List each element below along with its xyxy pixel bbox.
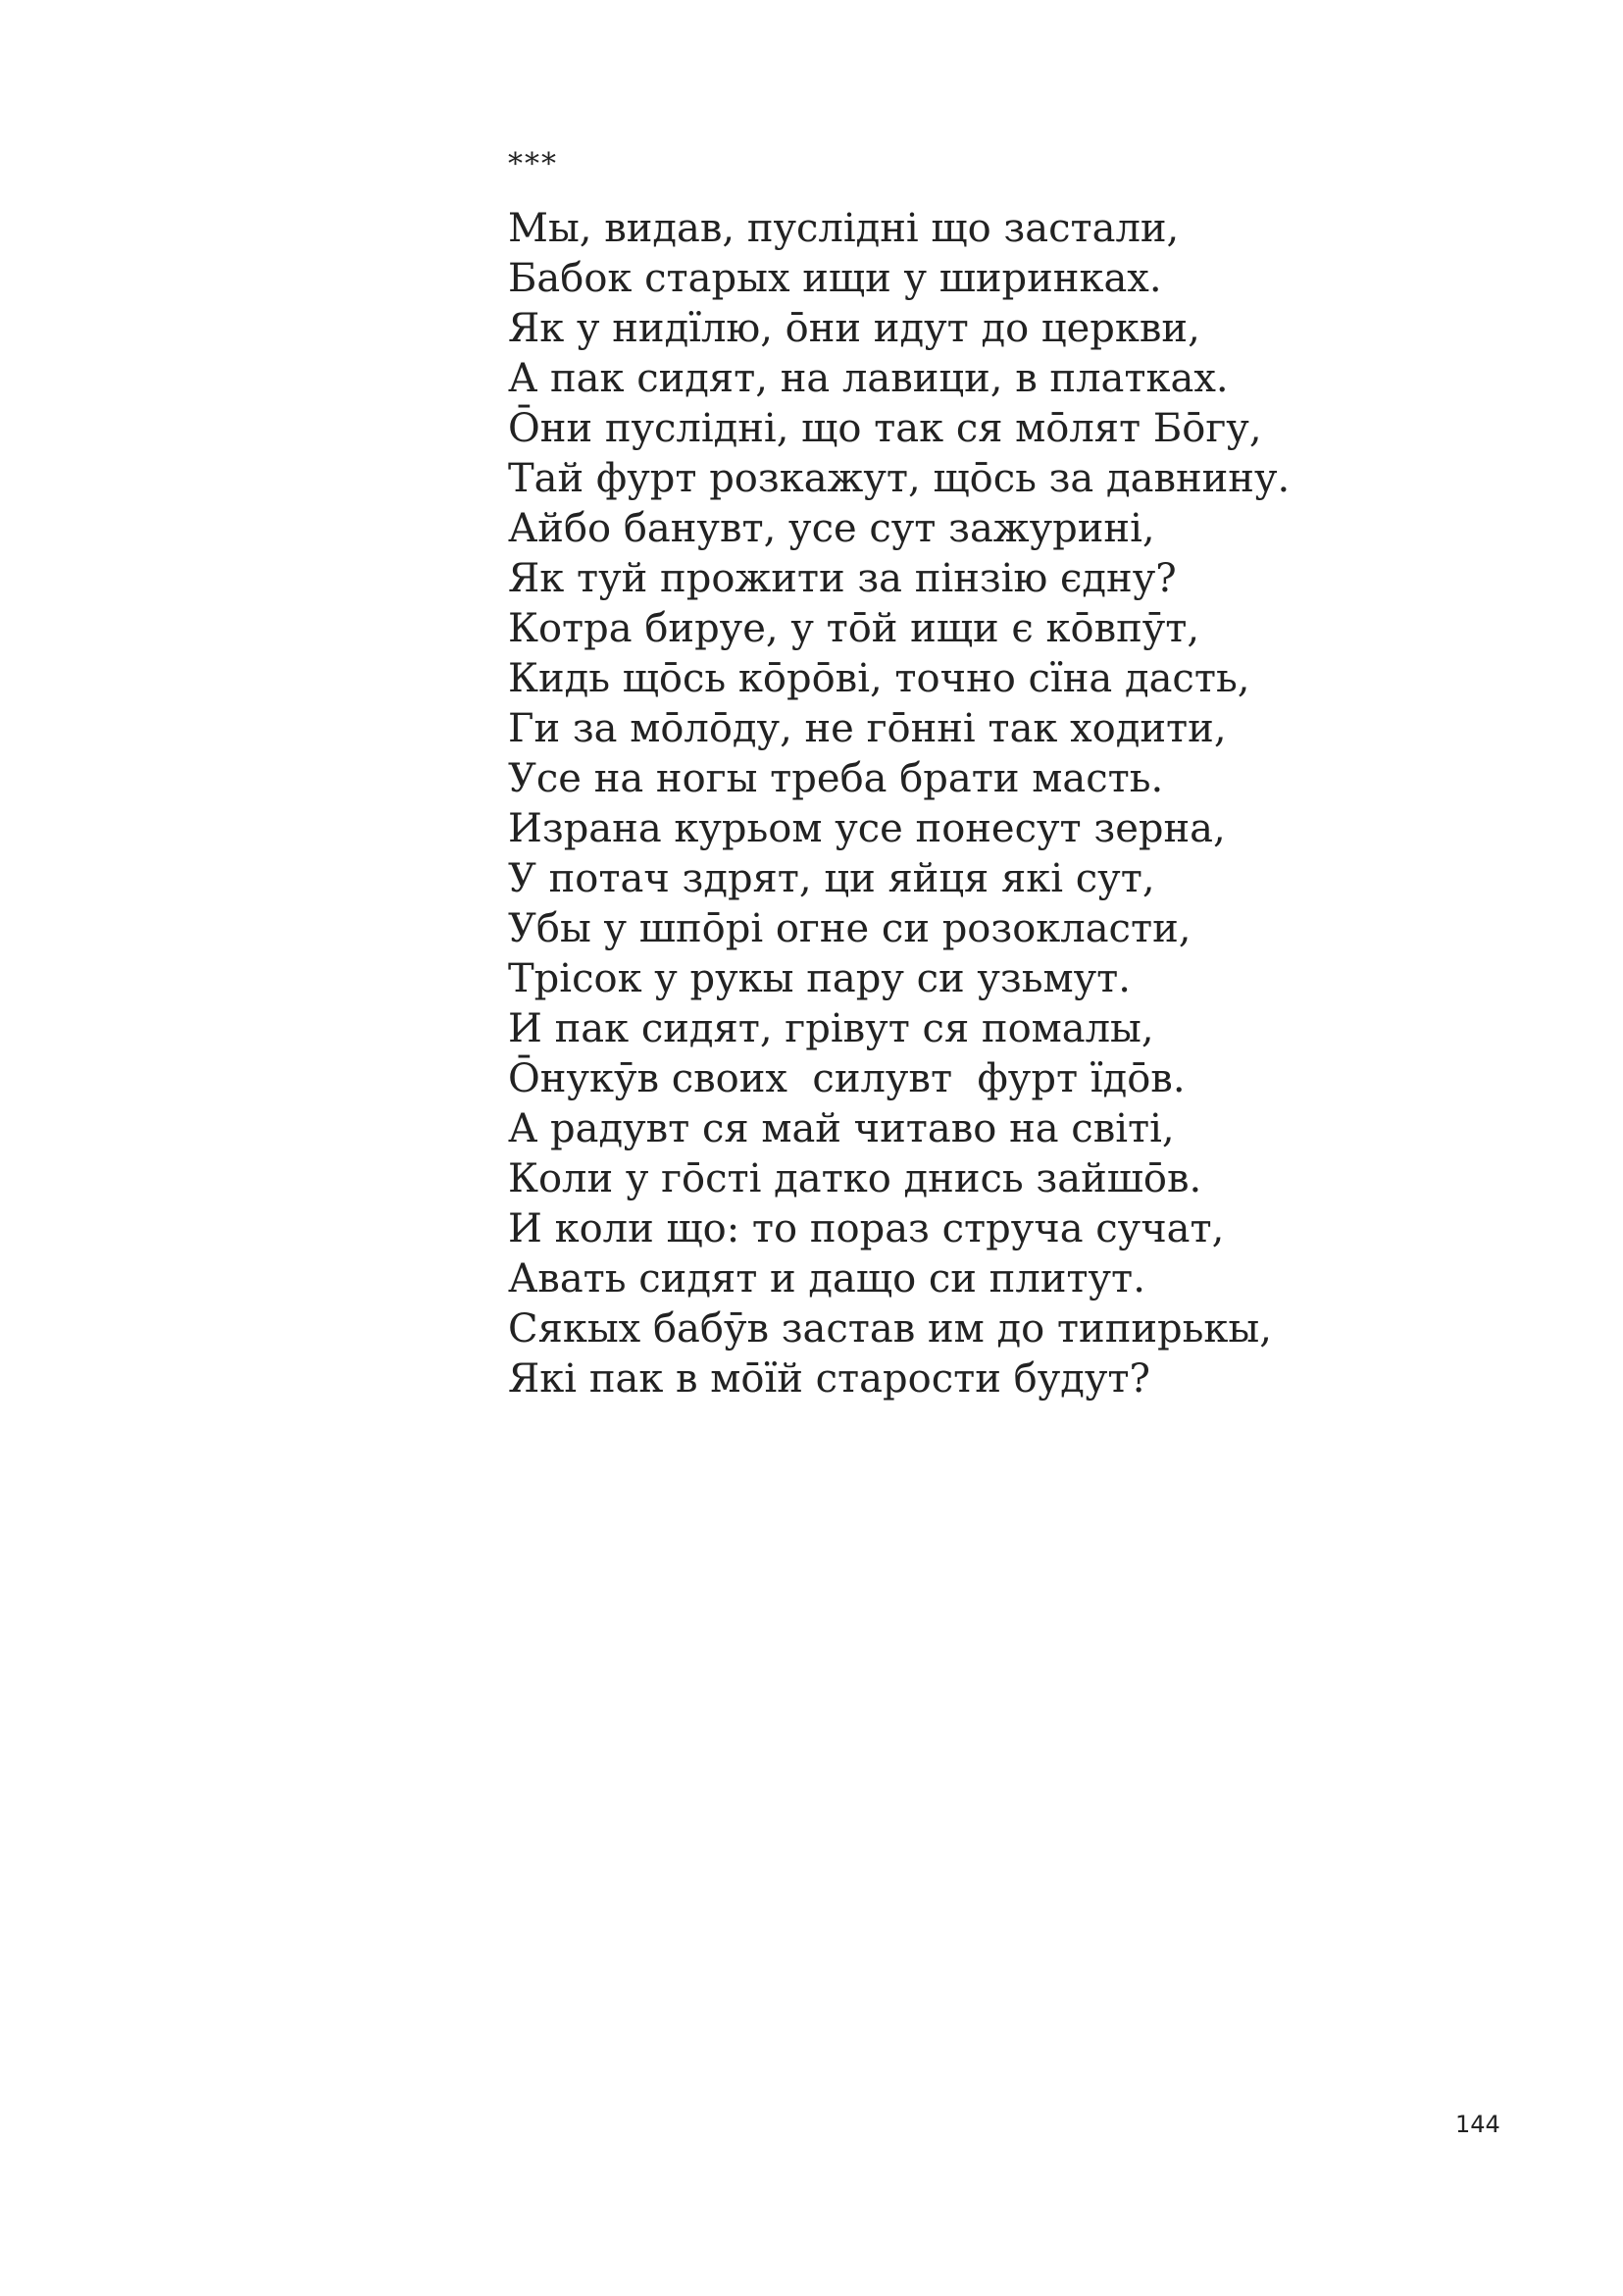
poem-line: Убы у шпо̄рі огне си розокласти, [508,906,1192,951]
poem-line: А пак сидят, на лавици, в платках. [508,356,1229,401]
poem-line: Мы, видав, пуслідні що застали, [508,206,1180,251]
poem-line: Ги за мо̄ло̄ду, не го̄нні так ходити, [508,706,1227,751]
poem-line: Авать сидят и дащо си плитут. [508,1256,1145,1301]
poem-line: Як у нидїлю, о̄ни идут до церкви, [508,306,1200,351]
poem [508,147,1391,1404]
poem-line: Коли у го̄сті датко днись зайшо̄в. [508,1156,1202,1201]
poem-line: О̄нукӯв своих силувт фурт їдо̄в. [508,1056,1186,1101]
poem-line: Усе на ногы треба брати масть. [508,756,1164,801]
poem-line: И пак сидят, грівут ся помалы, [508,1006,1154,1051]
section-mark: *** [508,147,558,181]
page-number: 144 [1455,2111,1500,2138]
poem-line: Бабок старых ищи у ширинках. [508,256,1162,301]
poem-line: Тай фурт розкажут, що̄сь за давнину. [508,456,1291,501]
poem-line: Сякых бабӯв застав им до типирькы, [508,1306,1272,1352]
poem-line: Як туй прожити за пінзію єдну? [508,556,1177,601]
poem-line: У потач здрят, ци яйця які сут, [508,856,1155,901]
poem-line: Израна курьом усе понесут зерна, [508,806,1226,851]
poem-line: Айбо банувт, усе сут зажурині, [508,506,1155,551]
poem-line: И коли що: то пораз струча сучат, [508,1206,1225,1251]
poem-line: Кидь що̄сь ко̄ро̄ві, точно сїна дасть, [508,656,1250,701]
poem-line: Які пак в мо̄їй старости будут? [508,1356,1150,1402]
poem-line: Трісок у рукы пару си узьмут. [508,956,1131,1001]
poem-line: О̄ни пуслідні, що так ся мо̄лят Бо̄гу, [508,406,1262,451]
poem-line: А радувт ся май читаво на світі, [508,1106,1175,1151]
poem-line: Котра бируе, у то̄й ищи є ко̄впӯт, [508,606,1200,651]
